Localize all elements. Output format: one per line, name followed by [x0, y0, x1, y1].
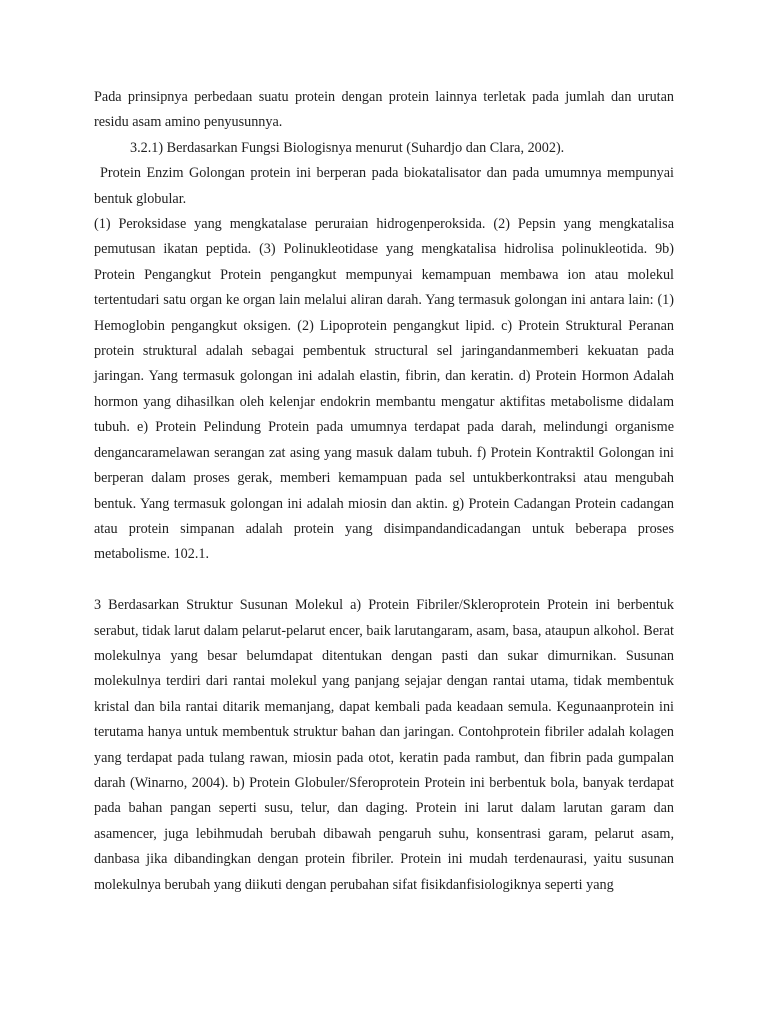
function-list-paragraph: (1) Peroksidase yang mengkatalase peruraian hidrogenperoksida. (2) Pepsin yang mengkatalisa pemutusan ikatan peptida. (3) Polinukleotidase yang mengkatalisa hidrolisa polinukleotida. 9b) Protein Pengangkut Protein pengangkut mempunyai kemampuan membawa ion atau molekul tertentudari satu organ ke organ lain melalui aliran darah. Yang termasuk golongan ini antara lain: (1) Hemoglobin pengangkut oksigen. (2) Lipoprotein pengangkut lipid. c) Protein Struktural Peranan protein struktural adalah sebagai pembentuk structural sel jaringandanmemberi kekuatan pada jaringan. Yang termasuk golongan ini adalah elastin, fibrin, dan keratin. d) Protein Hormon Adalah hormon yang dihasilkan oleh kelenjar endokrin membantu mengatur aktifitas metabolisme didalam tubuh. e) Protein Pelindung Protein pada umumnya terdapat pada darah, melindungi organisme dengancaramelawan serangan zat asing yang masuk dalam tubuh. f) Protein Kontraktil Golongan ini berperan dalam proses gerak, memberi kemampuan pada sel untukberkontraksi atau mengubah bentuk. Yang termasuk golongan ini adalah miosin dan aktin. g) Protein Cadangan Protein cadangan atau protein simpanan adalah protein yang disimpandandicadangan untuk beberapa proses metabolisme. 102.1.: [94, 216, 674, 563]
section-heading-function: 3.2.1) Berdasarkan Fungsi Biologisnya menurut (Suhardjo dan Clara, 2002).: [130, 139, 565, 156]
enzyme-paragraph: Protein Enzim Golongan protein ini berperan pada biokatalisator dan pada umumnya mempunyai bentuk globular.: [94, 165, 674, 207]
paragraph-spacer: [94, 568, 674, 593]
structure-paragraph: 3 Berdasarkan Struktur Susunan Molekul a) Protein Fibriler/Skleroprotein Protein ini berbentuk serabut, tidak larut dalam pelarut-pelarut encer, baik larutangaram, asam, basa, ataupun alkohol. Berat molekulnya yang besar belumdapat ditentukan dengan pasti dan sukar dimurnikan. Susunan molekulnya terdiri dari rantai molekul yang panjang sejajar dengan rantai utama, tidak membentuk kristal dan bila rantai ditarik memanjang, dapat kembali pada keadaan semula. Kegunaanprotein ini terutama hanya untuk membentuk struktur bahan dan jaringan. Contohprotein fibriler adalah kolagen yang terdapat pada tulang rawan, miosin pada otot, keratin pada rambut, dan fibrin pada gumpalan darah (Winarno, 2004). b) Protein Globuler/Sferoprotein Protein ini berbentuk bola, banyak terdapat pada bahan pangan seperti susu, telur, dan daging. Protein ini larut dalam larutan garam dan asamencer, juga lebihmudah berubah dibawah pengaruh suhu, konsentrasi garam, pelarut asam, danbasa jika dibandingkan dengan protein fibriler. Protein ini mudah terdenaurasi, yaitu susunan molekulnya berubah yang diikuti dengan perubahan sifat fisikdanfisiologiknya seperti yang: [94, 597, 674, 893]
intro-paragraph: Pada prinsipnya perbedaan suatu protein dengan protein lainnya terletak pada jumlah dan urutan residu asam amino penyusunnya.: [94, 89, 674, 131]
document-body: [94, 85, 674, 898]
